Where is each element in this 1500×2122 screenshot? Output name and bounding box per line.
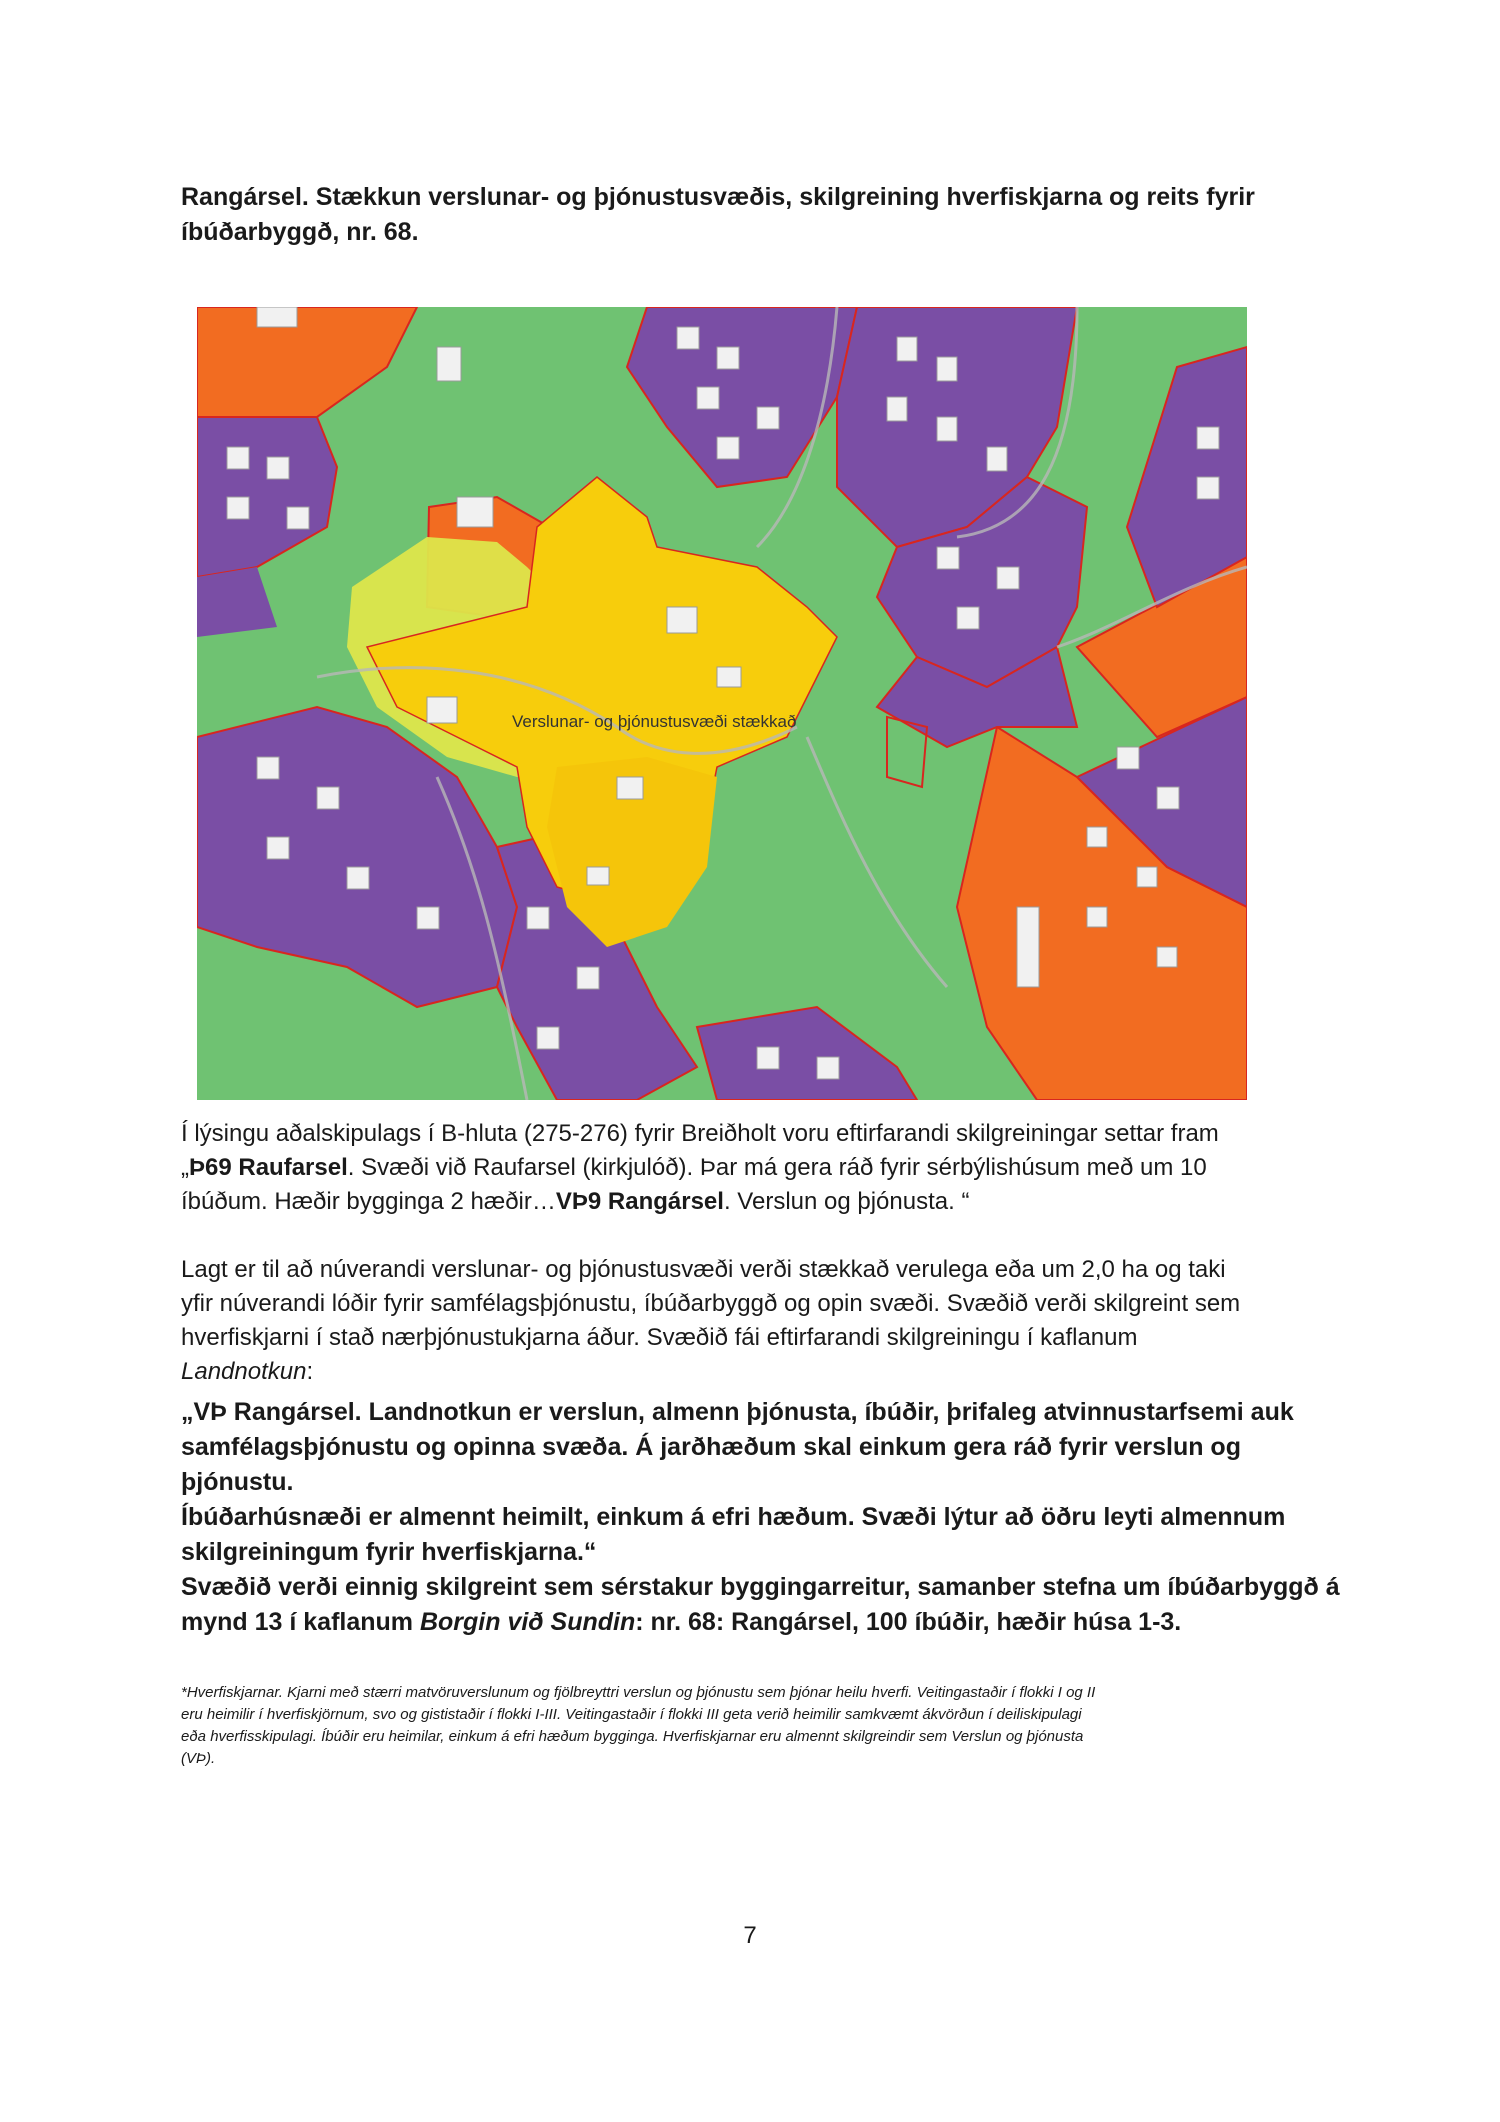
paragraph-2-line-1: Lagt er til að núverandi verslunar- og þjónustusvæði verði stækkað verulega eða um 2,0 ha og taki [181, 1256, 1226, 1283]
paragraph-2 [181, 1253, 1341, 1389]
map-building [1157, 787, 1179, 809]
map-building [457, 497, 493, 527]
map-building [347, 867, 369, 889]
map-building [257, 757, 279, 779]
map-building [957, 607, 979, 629]
map-label: Verslunar- og þjónustusvæði stækkað [512, 712, 797, 731]
paragraph-1-line-3: íbúðum. Hæðir bygginga 2 hæðir… [181, 1188, 556, 1215]
page-number: 7 [743, 1922, 757, 1949]
paragraph-1-bold-raufarsel: Þ69 Raufarsel [189, 1154, 348, 1181]
page-title [181, 180, 1331, 250]
quote-line-2: samfélagsþjónustu og opinna svæða. Á jarðhæðum skal einkum gera ráð fyrir verslun og þjónustu. [181, 1433, 1241, 1496]
map-building [1117, 747, 1139, 769]
paragraph-3-line-1: Svæðið verði einnig skilgreint sem sérstakur byggingarreitur, samanber stefna um íbúðarbyggð á [181, 1573, 1340, 1601]
map-building [1087, 907, 1107, 927]
map-building [417, 907, 439, 929]
map-building [1087, 827, 1107, 847]
map-building [317, 787, 339, 809]
map-building [227, 447, 249, 469]
paragraph-1 [181, 1117, 1341, 1219]
map-building [1197, 477, 1219, 499]
quote-line-4: skilgreiningum fyrir hverfiskjarna.“ [181, 1538, 597, 1566]
map-building [527, 907, 549, 929]
paragraph-3-line-2-start: mynd 13 í kaflanum [181, 1608, 420, 1636]
zoning-map [197, 307, 1247, 1100]
paragraph-1-line-2: . Svæði við Raufarsel (kirkjulóð). Þar má gera ráð fyrir sérbýlishúsum með um 10 [347, 1154, 1207, 1181]
map-building [267, 837, 289, 859]
map-building [577, 967, 599, 989]
map-building [937, 417, 957, 441]
map-building [667, 607, 697, 633]
quoted-definition [181, 1395, 1341, 1570]
paragraph-2-italic-landnotkun: Landnotkun [181, 1358, 307, 1385]
map-building [757, 407, 779, 429]
paragraph-3 [181, 1570, 1341, 1640]
map-building [1197, 427, 1219, 449]
paragraph-1-line-1: Í lýsingu aðalskipulags í B-hluta (275-276) fyrir Breiðholt voru eftirfarandi skilgreiningar settar fram [181, 1120, 1219, 1147]
map-building [997, 567, 1019, 589]
map-building [697, 387, 719, 409]
map-building [437, 347, 461, 381]
map-building [427, 697, 457, 723]
map-building [717, 667, 741, 687]
map-building [287, 507, 309, 529]
map-building [897, 337, 917, 361]
paragraph-1-quote-mark: „ [181, 1154, 189, 1181]
map-building [587, 867, 609, 885]
map-building [677, 327, 699, 349]
map-building [987, 447, 1007, 471]
paragraph-1-bold-rangarsel: VÞ9 Rangársel [555, 1188, 724, 1215]
paragraph-1-line-3-end: . Verslun og þjónusta. “ [723, 1188, 970, 1215]
footnote-line-2: eru heimilir í hverfiskjörnum, svo og gististaðir í flokki I-III. Veitingastaðir í flokki III geta verið heimilir samkvæmt ákvörðun í deiliskipulagi [181, 1706, 1082, 1723]
footnote-line-3: eða hverfisskipulagi. Íbúðir eru heimilar, einkum á efri hæðum bygginga. Hverfiskjarnar eru almennt skilgreindir sem Verslun og þjónusta [181, 1728, 1084, 1745]
map-building [717, 347, 739, 369]
map-building [257, 307, 297, 327]
paragraph-2-line-4-end: : [306, 1358, 314, 1385]
paragraph-2-line-2: yfir núverandi lóðir fyrir samfélagsþjónustu, íbúðarbyggð og opin svæði. Svæðið verði skilgreint sem [181, 1290, 1241, 1317]
map-building [617, 777, 643, 799]
map-building [537, 1027, 559, 1049]
title-line-1: Rangársel. Stækkun verslunar- og þjónustusvæðis, skilgreining hverfiskjarna og reits fyrir [181, 183, 1255, 211]
map-building [1157, 947, 1177, 967]
map-building [757, 1047, 779, 1069]
map-building [817, 1057, 839, 1079]
map-building [227, 497, 249, 519]
map-building [937, 547, 959, 569]
zoning-map-graphic [197, 307, 1247, 1100]
footnote [181, 1682, 1341, 1770]
title-line-2: íbúðarbyggð, nr. 68. [181, 218, 419, 246]
map-building [937, 357, 957, 381]
map-building [267, 457, 289, 479]
map-building [887, 397, 907, 421]
footnote-line-4: (VÞ). [181, 1750, 216, 1767]
quote-line-3: Íbúðarhúsnæði er almennt heimilt, einkum á efri hæðum. Svæði lýtur að öðru leyti almennum [181, 1503, 1286, 1531]
map-building [1017, 907, 1039, 987]
footnote-line-1: *Hverfiskjarnar. Kjarni með stærri matvöruverslunum og fjölbreyttri verslun og þjónustu sem þjónar heilu hverfi. Veitingastaðir í flokki I og II [181, 1684, 1096, 1701]
quote-line-1: „VÞ Rangársel. Landnotkun er verslun, almenn þjónusta, íbúðir, þrifaleg atvinnustarfsemi auk [181, 1398, 1294, 1426]
paragraph-3-italic-title: Borgin við Sundin [419, 1608, 636, 1636]
map-building [1137, 867, 1157, 887]
paragraph-2-line-3: hverfiskjarni í stað nærþjónustukjarna áður. Svæðið fái eftirfarandi skilgreiningu í kaflanum [181, 1324, 1138, 1351]
map-building [717, 437, 739, 459]
paragraph-3-line-2-end: : nr. 68: Rangársel, 100 íbúðir, hæðir húsa 1-3. [635, 1608, 1182, 1636]
